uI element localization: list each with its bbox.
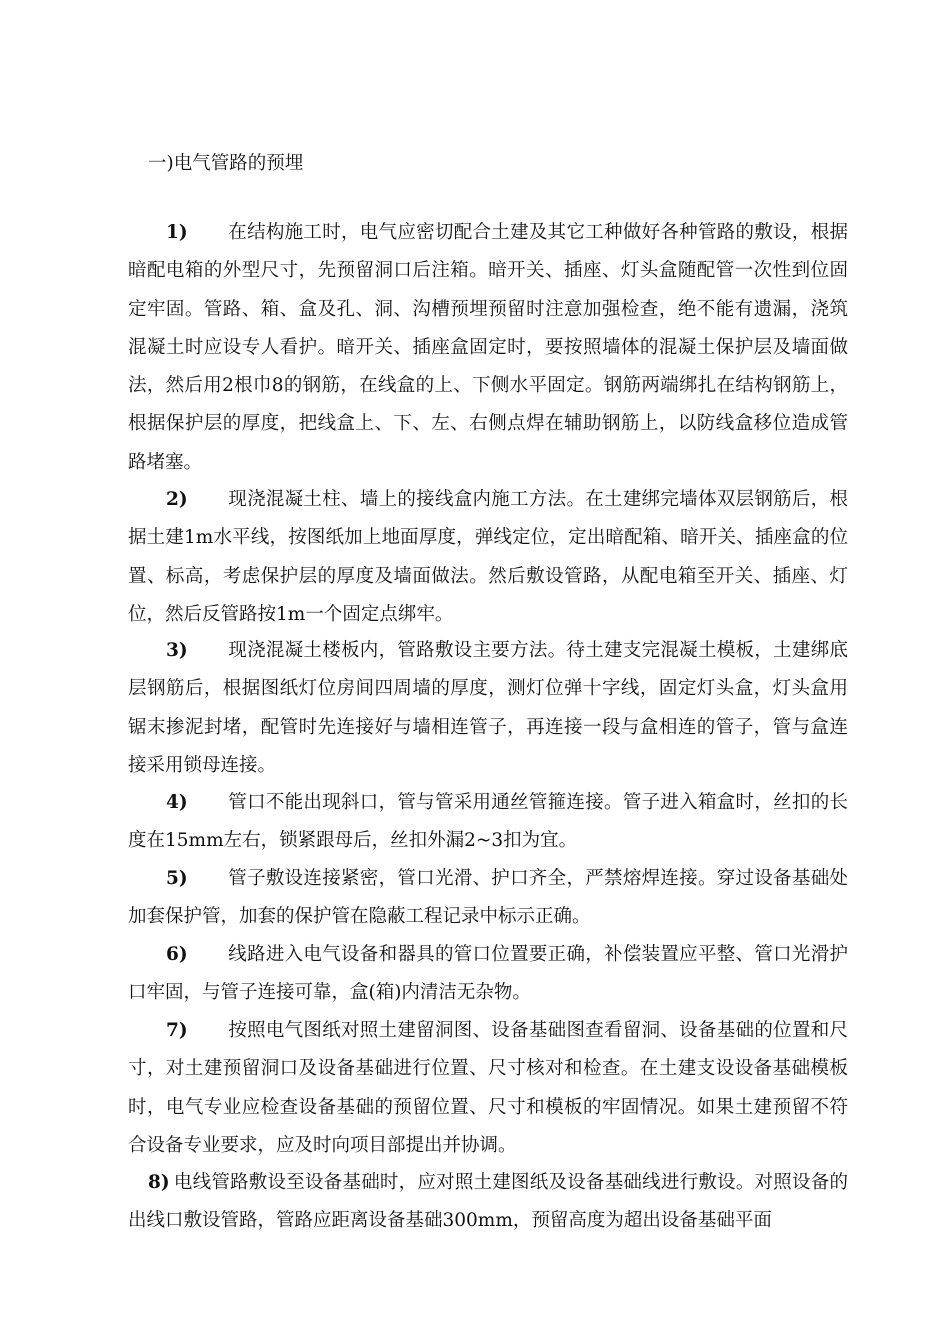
paragraph-number: 8): [148, 1172, 170, 1193]
paragraph-4: [128, 784, 848, 861]
section-heading: 一)电气管路的预埋: [148, 153, 304, 174]
paragraph-text: 管子敷设连接紧密，管口光滑、护口齐全，严禁熔焊连接。穿过设备基础处加套保护管，加套的保护管在隐蔽工程记录中标示正确。: [128, 868, 848, 928]
paragraph-3: [128, 632, 848, 785]
paragraph-6: [128, 936, 848, 1013]
paragraph-number: 7): [166, 1020, 188, 1041]
paragraph-number: 2): [166, 489, 188, 510]
paragraph-1: [128, 214, 848, 482]
paragraph-number: 3): [166, 640, 188, 661]
paragraph-number: 1): [166, 222, 188, 243]
paragraph-text: 现浇混凝土楼板内，管路敷设主要方法。待土建支完混凝土模板，土建绑底层钢筋后，根据图纸灯位房间四周墙的厚度，测灯位弹十字线，固定灯头盒，灯头盒用锯末掺泥封堵，配管时先连接好与墙相连管子，再连接一段与盒相连的管子，管与盒连接采用锁母连接。: [128, 640, 848, 776]
paragraph-text: 线路进入电气设备和器具的管口位置要正确，补偿装置应平整、管口光滑护口牢固，与管子连接可靠，盒(箱)内清洁无杂物。: [128, 944, 848, 1004]
paragraph-text: 电线管路敷设至设备基础时，应对照土建图纸及设备基础线进行敷设。对照设备的出线口敷设管路，管路应距离设备基础300mm，预留高度为超出设备基础平面: [128, 1172, 848, 1232]
paragraph-number: 4): [166, 792, 188, 813]
paragraph-2: [128, 481, 848, 634]
paragraph-number: 6): [166, 944, 188, 965]
paragraph-text: 现浇混凝土柱、墙上的接线盒内施工方法。在土建绑完墙体双层钢筋后，根据土建1m水平线，按图纸加上地面厚度，弹线定位，定出暗配箱、暗开关、插座盒的位置、标高，考虑保护层的厚度及墙面做法。然后敷设管路，从配电箱至开关、插座、灯位，然后反管路按1m一个固定点绑牢。: [128, 489, 848, 625]
paragraph-text: 管口不能出现斜口，管与管采用通丝管箍连接。管子进入箱盒时，丝扣的长度在15mm左右，锁紧跟母后，丝扣外漏2~3扣为宜。: [128, 792, 848, 852]
paragraph-text: 在结构施工时，电气应密切配合土建及其它工种做好各种管路的敷设，根据暗配电箱的外型尺寸，先预留洞口后注箱。暗开关、插座、灯头盒随配管一次性到位固定牢固。管路、箱、盒及孔、洞、沟槽预埋预留时注意加强检查，绝不能有遗漏，浇筑混凝土时应设专人看护。暗开关、插座盒固定时，要按照墙体的混凝土保护层及墙面做法，然后用2根巾8的钢筋，在线盒的上、下侧水平固定。钢筋两端绑扎在结构钢筋上，根据保护层的厚度，把线盒上、下、左、右侧点焊在辅助钢筋上，以防线盒移位造成管路堵塞。: [128, 222, 848, 473]
paragraph-number: 5): [166, 868, 188, 889]
paragraph-5: [128, 860, 848, 937]
paragraph-8: [128, 1164, 848, 1241]
paragraph-text: 按照电气图纸对照土建留洞图、设备基础图查看留洞、设备基础的位置和尺寸，对土建预留洞口及设备基础进行位置、尺寸核对和检查。在土建支设设备基础模板时，电气专业应检查设备基础的预留位置、尺寸和模板的牢固情况。如果土建预留不符合设备专业要求，应及时向项目部提出并协调。: [128, 1020, 848, 1156]
paragraph-7: [128, 1012, 848, 1165]
